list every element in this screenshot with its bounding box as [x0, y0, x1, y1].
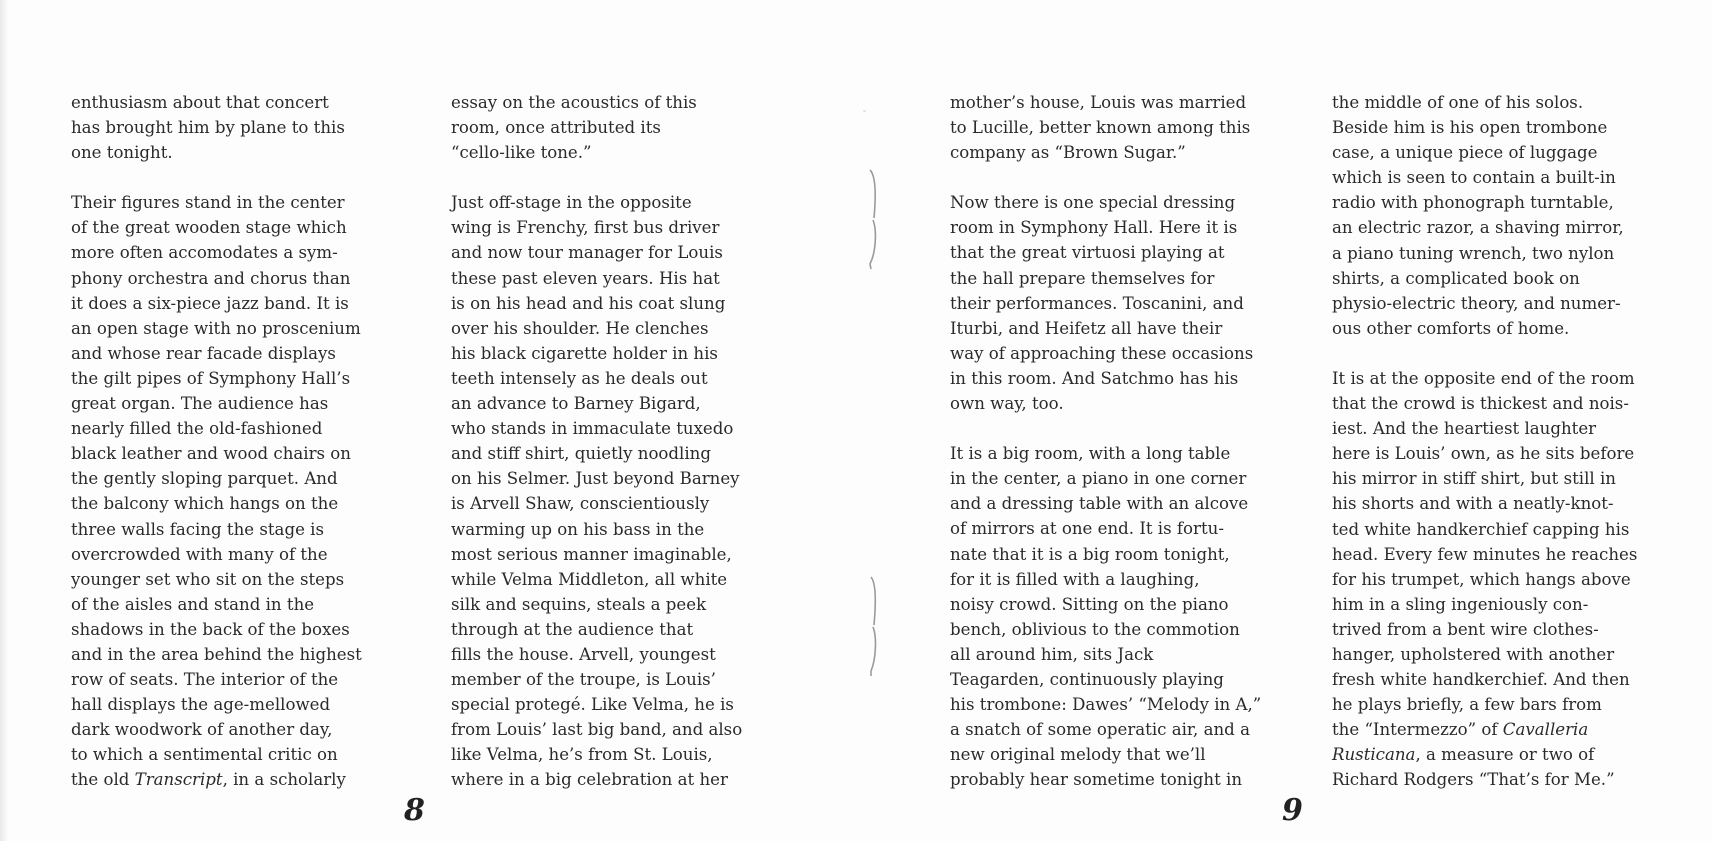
- page-edge-shadow: [0, 0, 8, 841]
- text-run: , in a scholarly: [222, 770, 346, 790]
- paper-speck: [863, 110, 866, 112]
- text-run: the “Intermezzo” of: [1332, 720, 1503, 740]
- italic-title: Cavalleria: [1502, 720, 1589, 740]
- text-run: , a measure or two of: [1415, 745, 1595, 765]
- paragraph: enthusiasm about that concert has brought him by plane to this one tonight.: [71, 93, 345, 163]
- paragraph: Just off-stage in the opposite wing is Frenchy, first bus driver and now tour manager for Louis these past eleven years. His hat is on his head and his coat slung over his shoulder. He clenches his black cigarette holder in his teeth intensely as he deals out an advance to Barney Bigard, who stands in immaculate tuxedo and stiff shirt, quietly noodling on his Selmer. Just beyond Barney is Arvell Shaw, conscientiously warming up on his bass in the most serious manner imaginable, while Velma Middleton, all white silk and sequins, steals a peek through at the audience that fills the house. Arvell, youngest member of the troupe, is Louis’ special protegé. Like Velma, he is from Louis’ last big band, and also like Velma, he’s from St. Louis, where in a big celebration at her: [451, 193, 743, 790]
- paragraph-tail-line: Richard Rodgers “That’s for Me.”: [1332, 770, 1615, 790]
- paragraph-last-line: [71, 770, 346, 789]
- page-number-left: 8: [404, 793, 425, 828]
- staple-icon: [864, 575, 884, 679]
- left-page-column-1: [71, 90, 421, 793]
- paragraph: essay on the acoustics of this room, once attributed its “cello-like tone.”: [451, 93, 697, 163]
- text-run: the old: [71, 770, 135, 790]
- right-page-column-3: [950, 90, 1300, 817]
- italic-title: Rusticana: [1332, 745, 1416, 765]
- italic-title: Transcript: [134, 770, 223, 790]
- paragraph-tail-line: [1332, 745, 1594, 764]
- right-page-column-4: [1332, 90, 1682, 793]
- paragraph: the middle of one of his solos. Beside him is his open trombone case, a unique piece of luggage which is seen to contain a built-in radio with phonograph turntable, an electric razor, a shaving mirror, a piano tuning wrench, two nylon shirts, a complicated book on physio-electric theory, and numer- ous other comforts of home.: [1332, 93, 1624, 338]
- paragraph: Now there is one special dressing room in Symphony Hall. Here it is that the great virtuosi playing at the hall prepare themselves for their performances. Toscanini, and Iturbi, and Heifetz all have their way of approaching these occasions in this room. And Satchmo has his own way, too.: [950, 193, 1254, 414]
- staple-icon: [864, 168, 884, 272]
- paragraph: mother’s house, Louis was married to Lucille, better known among this company as “Brown Sugar.”: [950, 93, 1251, 163]
- paragraph: [71, 190, 421, 792]
- page-number-right: 9: [1282, 793, 1303, 828]
- paragraph-text: Their figures stand in the center of the great wooden stage which more often accomodates a sym- phony orchestra and chorus than it does a six-piece jazz band. It is an open stage with no proscenium and whose rear facade displays the gilt pipes of Symphony Hall’s great organ. The audience has nearly filled the old-fashioned black leather and wood chairs on the gently sloping parquet. And the balcony which hangs on the three walls facing the stage is overcrowded with many of the younger set who sit on the steps of the aisles and stand in the shadows in the back of the boxes and in the area behind the highest row of seats. The interior of the hall displays the age-mellowed dark woodwork of another day, to which a sentimental critic on: [71, 193, 362, 765]
- paragraph: [1332, 366, 1682, 793]
- paragraph: It is a big room, with a long table in the center, a piano in one corner and a dressing table with an alcove of mirrors at one end. It is fortu- nate that it is a big room tonight, for it is filled with a laughing, noisy crowd. Sitting on the piano bench, oblivious to the commotion all around him, sits Jack Teagarden, continuously playing his trombone: Dawes’ “Melody in A,” a snatch of some operatic air, and a new original melody that we’ll probably hear sometime tonight in: [950, 444, 1262, 790]
- paragraph-tail-line: [1332, 720, 1588, 739]
- paragraph-text: It is at the opposite end of the room that the crowd is thickest and nois- iest. And the heartiest laughter here is Louis’ own, as he sits before his mirror in stiff shirt, but still in his shorts and with a neatly-knot- ted white handkerchief capping his head. Every few minutes he reaches for his trumpet, which hangs above him in a sling ingeniously con- trived from a bent wire clothes- hanger, upholstered with another fresh white handkerchief. And then he plays briefly, a few bars from: [1332, 368, 1638, 715]
- left-page-column-2: [451, 90, 801, 818]
